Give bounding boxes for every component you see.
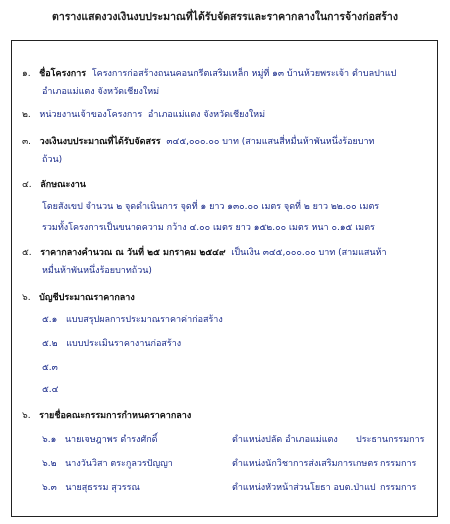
- sub-item-number: ๕.๒: [42, 339, 58, 349]
- sub-item-number: ๕.๔: [42, 385, 59, 395]
- member-name: นายสุธรรม สุวรรณ: [65, 483, 140, 493]
- sub-item-text: แบบสรุปผลการประมาณราคาค่าก่อสร้าง: [65, 315, 223, 325]
- item-label: ราคากลางคำนวณ ณ วันที่ ๒๕ มกราคม ๒๕๔๙: [40, 248, 226, 258]
- item-text: เป็นเงิน ๓๔๕,๐๐๐.๐๐ บาท (สามแสนห้า: [231, 248, 387, 258]
- item-5: [22, 245, 387, 259]
- committee-member: [42, 456, 173, 470]
- item-1-cont: อำเภอแม่แตง จังหวัดเชียงใหม่: [42, 87, 160, 97]
- member-number: ๖.๓: [42, 483, 57, 493]
- item-label: วงเงินงบประมาณที่ได้รับจัดสรร: [39, 137, 161, 147]
- member-position: ตำแหน่งนักวิชาการส่งเสริมการเกษตร: [232, 459, 379, 469]
- committee-member: [42, 480, 140, 494]
- item-4: [22, 177, 86, 191]
- page-title: ตารางแสดงวงเงินงบประมาณที่ได้รับจัดสรรและราคากลางในการจ้างก่อสร้าง: [52, 11, 398, 23]
- item-label: รายชื่อคณะกรรมการกำหนดราคากลาง: [39, 411, 192, 421]
- item-2: [22, 107, 265, 121]
- item-number: ๖.: [22, 411, 31, 421]
- item-label: บัญชีประมาณราคากลาง: [39, 293, 135, 303]
- item-number: ๔.: [22, 180, 32, 190]
- item-number: ๑.: [22, 69, 31, 79]
- member-number: ๖.๒: [42, 459, 57, 469]
- item-5-cont: หมื่นห้าพันหนึ่งร้อยบาทถ้วน): [42, 266, 152, 276]
- item-number: ๕.: [22, 248, 32, 258]
- sub-item: [42, 312, 223, 326]
- member-position: ตำแหน่งหัวหน้าส่วนโยธา อบต.ป่าแป: [232, 483, 376, 493]
- sub-item: [42, 360, 58, 374]
- item-4-text: โดยสังเขป จำนวน ๒ จุดดำเนินการ จุดที่ ๑ ยาว ๑๓๐.๐๐ เมตร จุดที่ ๒ ยาว ๒๒.๐๐ เมตร: [42, 202, 380, 212]
- member-role: กรรมการ: [380, 459, 417, 469]
- item-1: [22, 66, 396, 80]
- item-label: ชื่อโครงการ: [39, 69, 87, 79]
- member-name: นางวันวิสา ตระกูลวรปัญญา: [65, 459, 173, 469]
- committee-member: [42, 432, 158, 446]
- item-number: ๒.: [22, 110, 31, 120]
- sub-item: [42, 382, 58, 396]
- sub-item-number: ๕.๑: [42, 315, 58, 325]
- sub-item: [42, 336, 181, 350]
- item-text: อำเภอแม่แตง จังหวัดเชียงใหม่: [147, 110, 266, 120]
- sub-item-text: แบบประเมินราคางานก่อสร้าง: [66, 339, 182, 349]
- item-label: หน่วยงานเจ้าของโครงการ: [39, 110, 143, 120]
- item-3: [22, 134, 374, 148]
- item-text: ๓๔๕,๐๐๐.๐๐ บาท (สามแสนสี่หมื่นห้าพันหนึ่งร้อยบาท: [166, 137, 375, 147]
- item-3-cont: ถ้วน): [42, 155, 63, 165]
- item-7: [22, 408, 191, 422]
- item-number: ๓.: [22, 137, 32, 147]
- member-role: ประธานกรรมการ: [356, 435, 425, 445]
- member-number: ๖.๑: [42, 435, 57, 445]
- member-name: นายเจษฎาพร ดำรงศักดิ์: [64, 435, 158, 445]
- item-6: [22, 290, 135, 304]
- sub-item-number: ๕.๓: [42, 363, 58, 373]
- item-number: ๖.: [22, 293, 31, 303]
- item-text: โครงการก่อสร้างถนนคอนกรีตเสริมเหล็ก หมู่ที่ ๑๓ บ้านห้วยพระเจ้า ตำบลปาแป: [91, 69, 397, 79]
- item-4-cont: รวมทั้งโครงการเป็นขนาดความ กว้าง ๔.๐๐ เมตร ยาว ๑๕๒.๐๐ เมตร หนา ๐.๑๕ เมตร: [42, 223, 375, 233]
- member-position: ตำแหน่งปลัด อำเภอแม่แตง: [232, 435, 338, 445]
- item-label: ลักษณะงาน: [40, 180, 86, 190]
- member-role: กรรมการ: [380, 483, 417, 493]
